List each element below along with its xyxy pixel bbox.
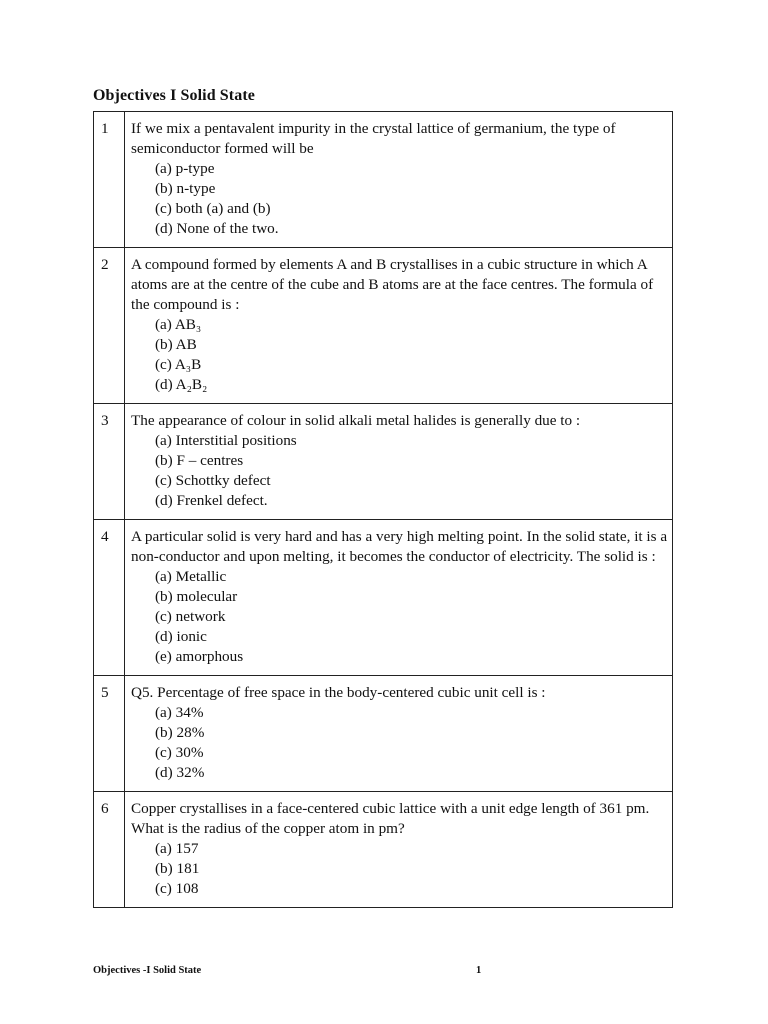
option: (d) 32%	[155, 764, 205, 781]
question-text: The appearance of colour in solid alkali metal halides is generally due to :	[131, 412, 581, 429]
question-number: 5	[94, 676, 125, 792]
question-cell	[125, 520, 673, 676]
question-row	[94, 248, 673, 404]
option: (c) 30%	[155, 744, 204, 761]
question-cell	[125, 404, 673, 520]
page-title: Objectives I Solid State	[93, 87, 255, 104]
question-row	[94, 792, 673, 908]
option: (b) 28%	[155, 724, 205, 741]
option: (b) AB	[155, 336, 197, 353]
question-row	[94, 404, 673, 520]
option: (d) ionic	[155, 628, 207, 645]
question-number: 1	[94, 112, 125, 248]
question-text: Q5. Percentage of free space in the body-centered cubic unit cell is :	[131, 684, 546, 701]
option: (a) Metallic	[155, 568, 227, 585]
question-cell	[125, 792, 673, 908]
option: (b) molecular	[155, 588, 238, 605]
option: (a) 157	[155, 840, 199, 857]
questions-table	[93, 111, 673, 908]
footer-title: Objectives -I Solid State	[93, 965, 202, 976]
option: (c) A₃B	[155, 356, 202, 373]
question-row	[94, 520, 673, 676]
question-text: A particular solid is very hard and has a very high melting point. In the solid state, it is a non-conductor and upon melting, it becomes the conductor of electricity. The solid is :	[131, 528, 668, 565]
option: (d) A₂B₂	[155, 376, 208, 393]
question-text: If we mix a pentavalent impurity in the crystal lattice of germanium, the type of semiconductor formed will be	[131, 120, 616, 157]
option: (b) 181	[155, 860, 200, 877]
option: (a) Interstitial positions	[155, 432, 297, 449]
question-number: 3	[94, 404, 125, 520]
question-number: 6	[94, 792, 125, 908]
question-cell	[125, 676, 673, 792]
option: (a) AB₃	[155, 316, 202, 333]
question-number: 2	[94, 248, 125, 404]
question-row	[94, 112, 673, 248]
option: (d) None of the two.	[155, 220, 279, 237]
question-number: 4	[94, 520, 125, 676]
option: (a) 34%	[155, 704, 204, 721]
option: (c) Schottky defect	[155, 472, 271, 489]
option: (a) p-type	[155, 160, 215, 177]
question-text: A compound formed by elements A and B crystallises in a cubic structure in which A atoms are at the centre of the cube and B atoms are at the face centres. The formula of the compound is :	[131, 256, 654, 313]
option: (c) both (a) and (b)	[155, 200, 271, 217]
question-row	[94, 676, 673, 792]
option: (b) n-type	[155, 180, 216, 197]
option: (b) F – centres	[155, 452, 244, 469]
option: (e) amorphous	[155, 648, 244, 665]
option: (d) Frenkel defect.	[155, 492, 268, 509]
option: (c) 108	[155, 880, 199, 897]
question-text: Copper crystallises in a face-centered cubic lattice with a unit edge length of 361 pm. What is the radius of the copper atom in pm?	[131, 800, 650, 837]
page-number: 1	[476, 965, 482, 976]
question-cell	[125, 248, 673, 404]
option: (c) network	[155, 608, 226, 625]
question-cell	[125, 112, 673, 248]
